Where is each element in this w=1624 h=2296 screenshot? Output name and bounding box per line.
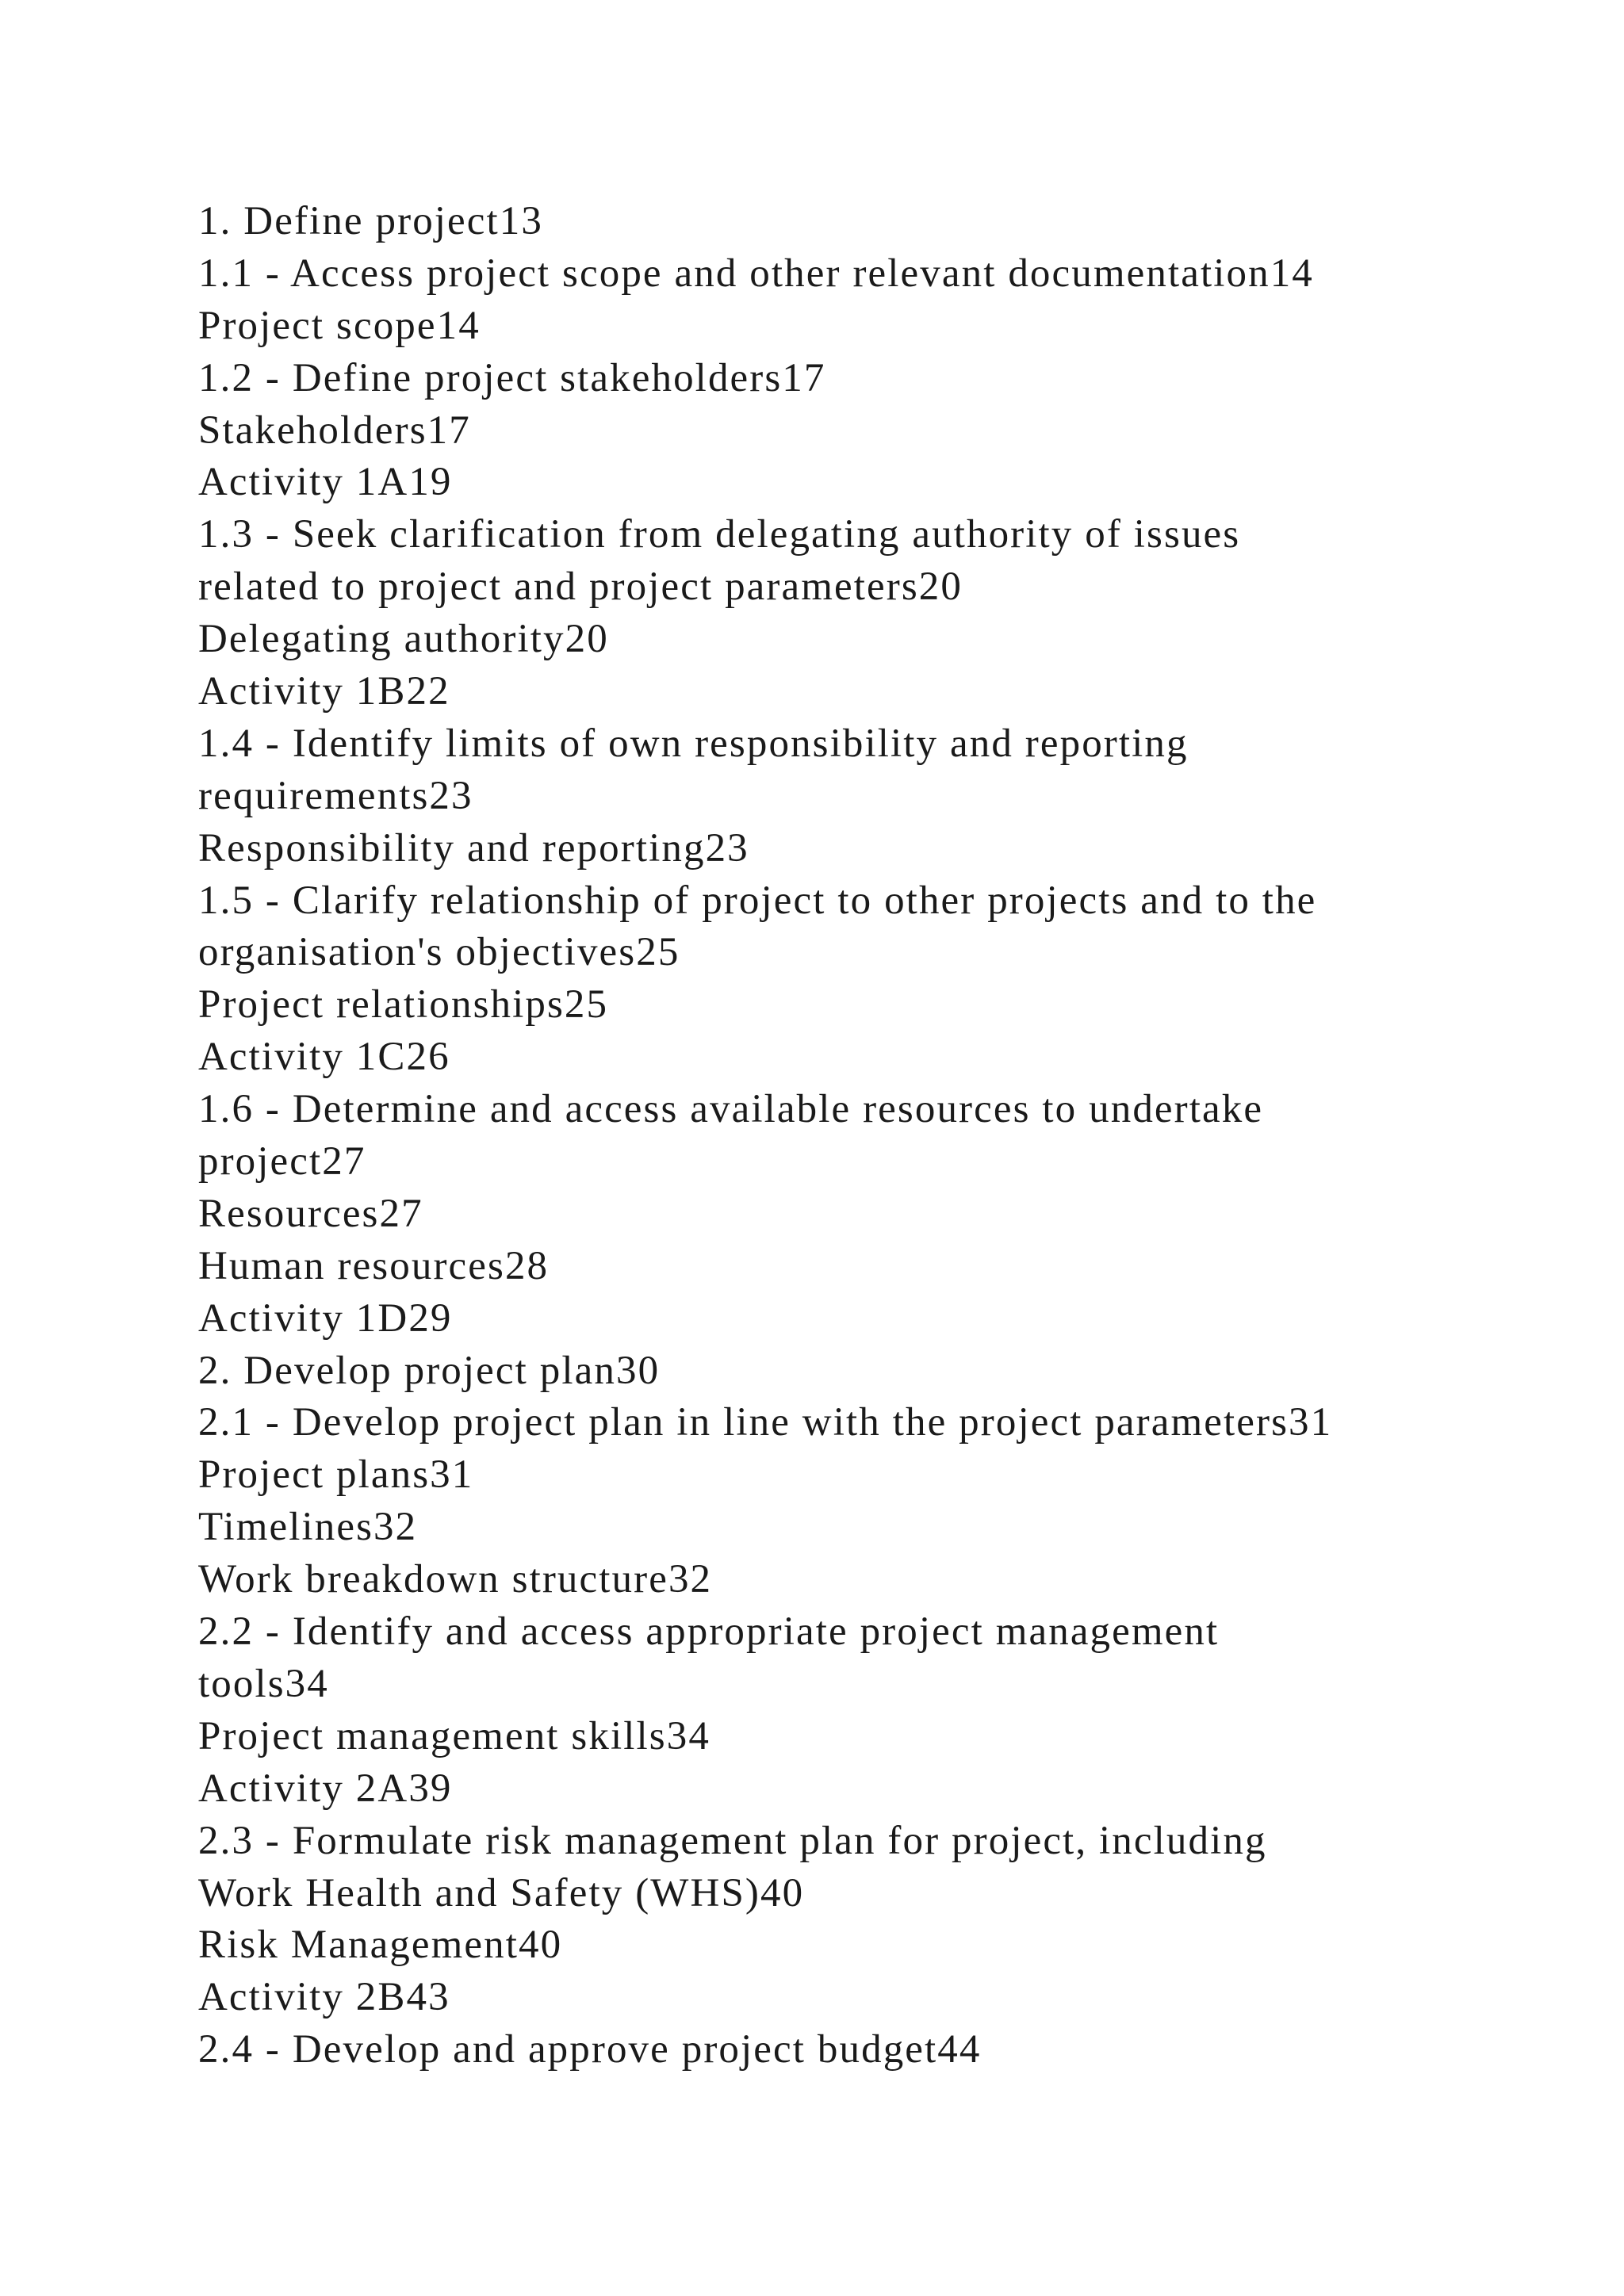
toc-line: Activity 2A39 bbox=[198, 1766, 453, 1811]
toc-line: Resources27 bbox=[198, 1191, 423, 1236]
toc-line: 1. Define project13 bbox=[198, 199, 544, 243]
toc-line: Activity 2B43 bbox=[198, 1975, 450, 2020]
toc-line: Work breakdown structure32 bbox=[198, 1557, 713, 1602]
toc-line: tools34 bbox=[198, 1661, 329, 1706]
toc-line: Activity 1B22 bbox=[198, 669, 450, 714]
toc-line: Activity 1C26 bbox=[198, 1035, 450, 1080]
toc-line: 2.2 - Identify and access appropriate project management bbox=[198, 1609, 1220, 1655]
toc-line: project27 bbox=[198, 1139, 366, 1184]
toc-line: requirements23 bbox=[198, 773, 473, 818]
toc-line: 2. Develop project plan30 bbox=[198, 1348, 661, 1393]
toc-line: Timelines32 bbox=[198, 1505, 418, 1550]
toc-line: Project management skills34 bbox=[198, 1713, 710, 1758]
table-of-contents bbox=[198, 196, 1546, 2076]
toc-line: Activity 1A19 bbox=[198, 460, 453, 505]
toc-line: Stakeholders17 bbox=[198, 408, 471, 453]
toc-line: Activity 1D29 bbox=[198, 1295, 453, 1341]
toc-line: Project plans31 bbox=[198, 1452, 474, 1498]
toc-line: Project scope14 bbox=[198, 303, 481, 348]
toc-line: 1.5 - Clarify relationship of project to other projects and to the bbox=[198, 878, 1317, 923]
toc-line: Delegating authority20 bbox=[198, 617, 609, 662]
toc-line: Risk Management40 bbox=[198, 1923, 563, 1968]
toc-line: 2.1 - Develop project plan in line with the project parameters31 bbox=[198, 1400, 1333, 1445]
toc-line: related to project and project parameters20 bbox=[198, 564, 963, 610]
toc-line: 1.1 - Access project scope and other relevant documentation14 bbox=[198, 251, 1314, 296]
toc-line: Work Health and Safety (WHS)40 bbox=[198, 1870, 805, 1915]
toc-line: 2.4 - Develop and approve project budget44 bbox=[198, 2027, 982, 2072]
toc-line: 2.3 - Formulate risk management plan for project, including bbox=[198, 1818, 1267, 1863]
toc-line: organisation's objectives25 bbox=[198, 930, 680, 975]
toc-line: 1.2 - Define project stakeholders17 bbox=[198, 355, 826, 400]
toc-line: Responsibility and reporting23 bbox=[198, 825, 749, 871]
toc-line: Project relationships25 bbox=[198, 982, 609, 1027]
toc-line: 1.3 - Seek clarification from delegating authority of issues bbox=[198, 512, 1241, 557]
toc-line: Human resources28 bbox=[198, 1243, 550, 1288]
toc-line: 1.4 - Identify limits of own responsibility and reporting bbox=[198, 721, 1189, 766]
toc-line: 1.6 - Determine and access available resources to undertake bbox=[198, 1087, 1264, 1132]
